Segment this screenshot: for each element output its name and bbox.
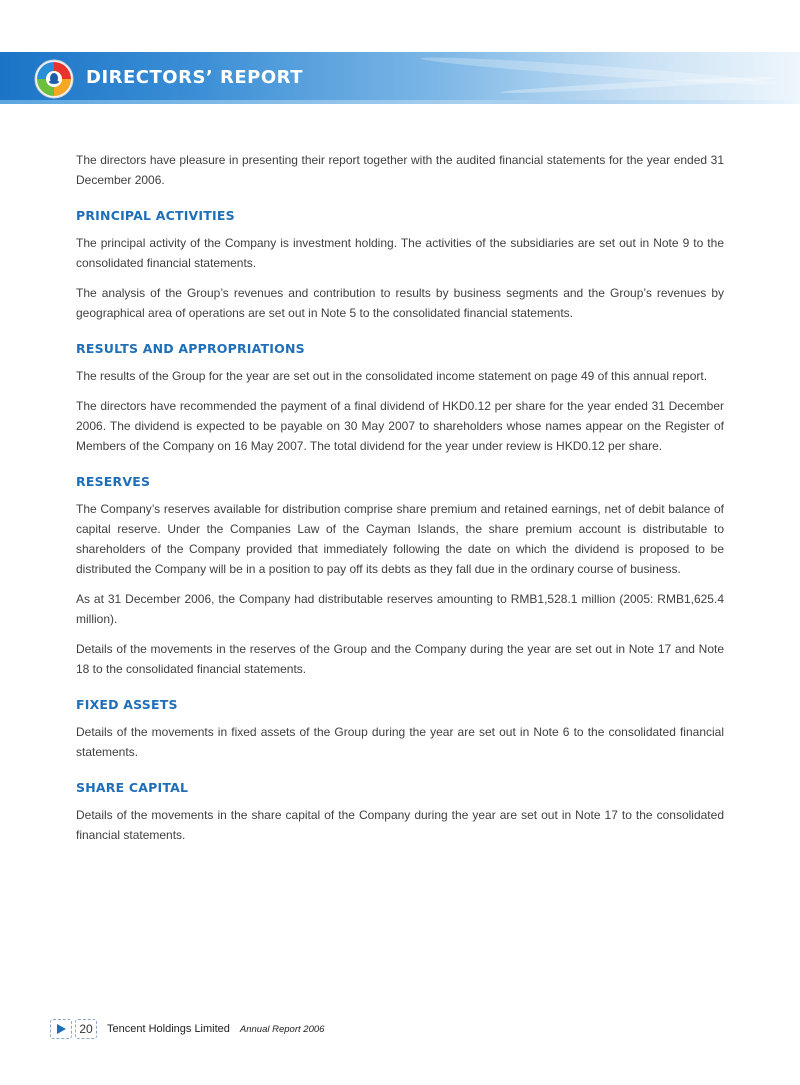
paragraph: Details of the movements in the share capital of the Company during the year are set out in Note 17 to the consolidated financial statements. xyxy=(76,808,724,842)
play-arrow-icon xyxy=(50,1019,72,1039)
page-number: 20 xyxy=(75,1019,97,1039)
section-heading-reserves: RESERVES xyxy=(76,474,151,489)
paragraph: The results of the Group for the year are set out in the consolidated income statement on page 49 of this annual report. xyxy=(76,369,708,383)
section-heading-results-and-appropriations: RESULTS AND APPROPRIATIONS xyxy=(76,341,305,356)
page-footer xyxy=(50,1019,324,1039)
section-heading-principal-activities: PRINCIPAL ACTIVITIES xyxy=(76,208,235,223)
paragraph: Details of the movements in the reserves of the Group and the Company during the year are set out in Note 17 and Note 18 to the consolidated financial statements. xyxy=(76,642,724,676)
intro-paragraph: The directors have pleasure in presenting their report together with the audited financial statements for the year ended 31 December 2006. xyxy=(76,153,724,187)
paragraph: The analysis of the Group’s revenues and contribution to results by business segments and the Group’s revenues by geographical area of operations are set out in Note 5 to the consolidated financial statements. xyxy=(76,286,724,320)
report-body xyxy=(76,150,724,855)
section-heading-fixed-assets: FIXED ASSETS xyxy=(76,697,178,712)
paragraph: Details of the movements in fixed assets of the Group during the year are set out in Note 6 to the consolidated financial statements. xyxy=(76,725,724,759)
paragraph: The directors have recommended the payment of a final dividend of HKD0.12 per share for the year ended 31 December 2006. The dividend is expected to be payable on 30 May 2007 to shareholders whose names appear on the Register of Members of the Company on 16 May 2007. The total dividend for the year under review is HKD0.12 per share. xyxy=(76,399,724,453)
section-heading-share-capital: SHARE CAPITAL xyxy=(76,780,189,795)
tencent-logo-icon xyxy=(34,59,74,99)
paragraph: The Company’s reserves available for distribution comprise share premium and retained earnings, net of debit balance of capital reserve. Under the Companies Law of the Cayman Islands, the share premium account is distributable to shareholders of the Company provided that immediately following the date on which the dividend is proposed to be distributed the Company will be in a position to pay off its debts as they fall due in the ordinary course of business. xyxy=(76,502,724,576)
paragraph: The principal activity of the Company is investment holding. The activities of the subsidiaries are set out in Note 9 to the consolidated financial statements. xyxy=(76,236,724,270)
footer-report-name: Annual Report 2006 xyxy=(239,1023,325,1035)
paragraph: As at 31 December 2006, the Company had distributable reserves amounting to RMB1,528.1 million (2005: RMB1,625.4 million). xyxy=(76,592,724,626)
page-title: DIRECTORS’ REPORT xyxy=(86,67,303,88)
footer-company-name: Tencent Holdings Limited xyxy=(107,1023,230,1035)
